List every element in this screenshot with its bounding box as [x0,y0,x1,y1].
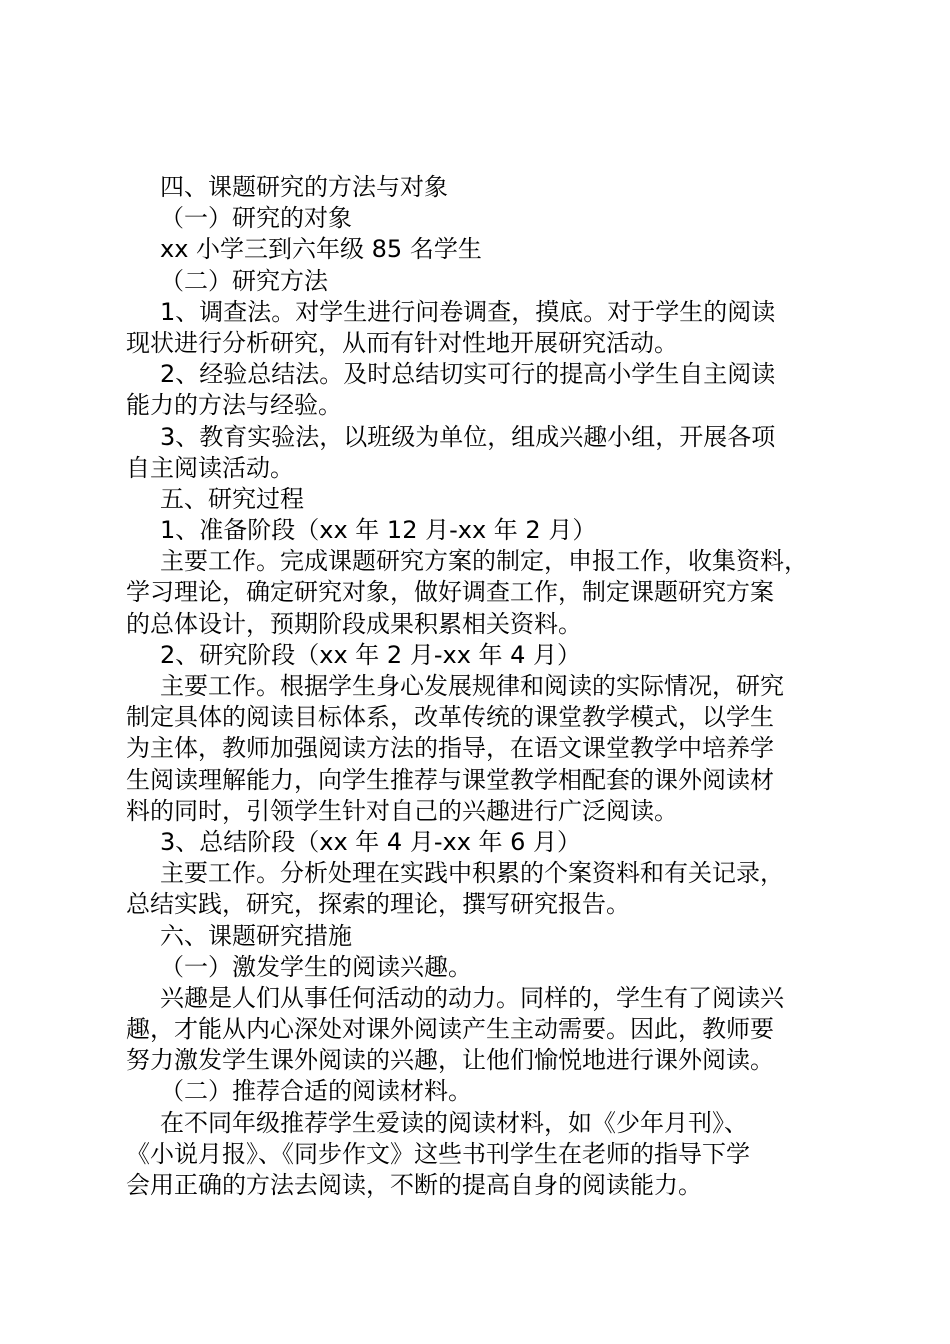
text-line: 的总体设计，预期阶段成果积累相关资料。 [126,609,582,638]
text-line: 为主体，教师加强阅读方法的指导，在语文课堂教学中培养学 [126,734,774,763]
text-line: 主要工作。分析处理在实践中积累的个案资料和有关记录， [160,859,784,888]
text-line: 会用正确的方法去阅读，不断的提高自身的阅读能力。 [126,1171,702,1199]
text-line: 四、课题研究的方法与对象 [160,173,448,201]
text-line: 生阅读理解能力，向学生推荐与课堂教学相配套的课外阅读材 [126,765,774,794]
text-line: 2、经验总结法。及时总结切实可行的提高小学生自主阅读 [160,360,776,389]
text-line: （一）激发学生的阅读兴趣。 [160,952,472,981]
text-line: 料的同时，引领学生针对自己的兴趣进行广泛阅读。 [126,796,678,825]
document-body [126,172,826,1201]
text-line: 趣，才能从内心深处对课外阅读产生主动需要。因此，教师要 [126,1015,774,1044]
text-line: 现状进行分析研究，从而有针对性地开展研究活动。 [126,328,678,357]
text-line: 《小说月报》、《同步作文》这些书刊学生在老师的指导下学 [126,1139,750,1168]
text-line: （二）研究方法 [160,266,328,295]
text-line: 五、研究过程 [160,484,304,513]
text-line: 1、准备阶段（xx 年 12 月-xx 年 2 月） [160,516,597,545]
text-line: 3、教育实验法，以班级为单位，组成兴趣小组，开展各项 [160,422,776,451]
text-line: （二）推荐合适的阅读材料。 [160,1077,472,1106]
text-line: 努力激发学生课外阅读的兴趣，让他们愉悦地进行课外阅读。 [126,1046,774,1075]
text-line: 1、调查法。对学生进行问卷调查，摸底。对于学生的阅读 [160,297,776,326]
text-line: 自主阅读活动。 [126,453,294,482]
text-line: 能力的方法与经验。 [126,391,342,420]
text-line: 主要工作。根据学生身心发展规律和阅读的实际情况，研究 [160,672,784,700]
text-line: 制定具体的阅读目标体系，改革传统的课堂教学模式，以学生 [126,703,774,732]
text-line: 在不同年级推荐学生爱读的阅读材料，如《少年月刊》、 [160,1108,748,1137]
text-line: 3、总结阶段（xx 年 4 月-xx 年 6 月） [160,827,582,856]
text-line: 六、课题研究措施 [160,921,352,950]
text-line: （一）研究的对象 [160,204,352,233]
text-line: 2、研究阶段（xx 年 2 月-xx 年 4 月） [160,640,582,669]
text-line: 主要工作。完成课题研究方案的制定，申报工作，收集资料， [160,547,808,576]
text-line: 总结实践，研究，探索的理论，撰写研究报告。 [126,890,630,919]
text-line: 学习理论，确定研究对象，做好调查工作，制定课题研究方案 [126,578,774,607]
text-line: xx 小学三到六年级 85 名学生 [160,235,482,264]
text-line: 兴趣是人们从事任何活动的动力。同样的，学生有了阅读兴 [160,983,784,1012]
